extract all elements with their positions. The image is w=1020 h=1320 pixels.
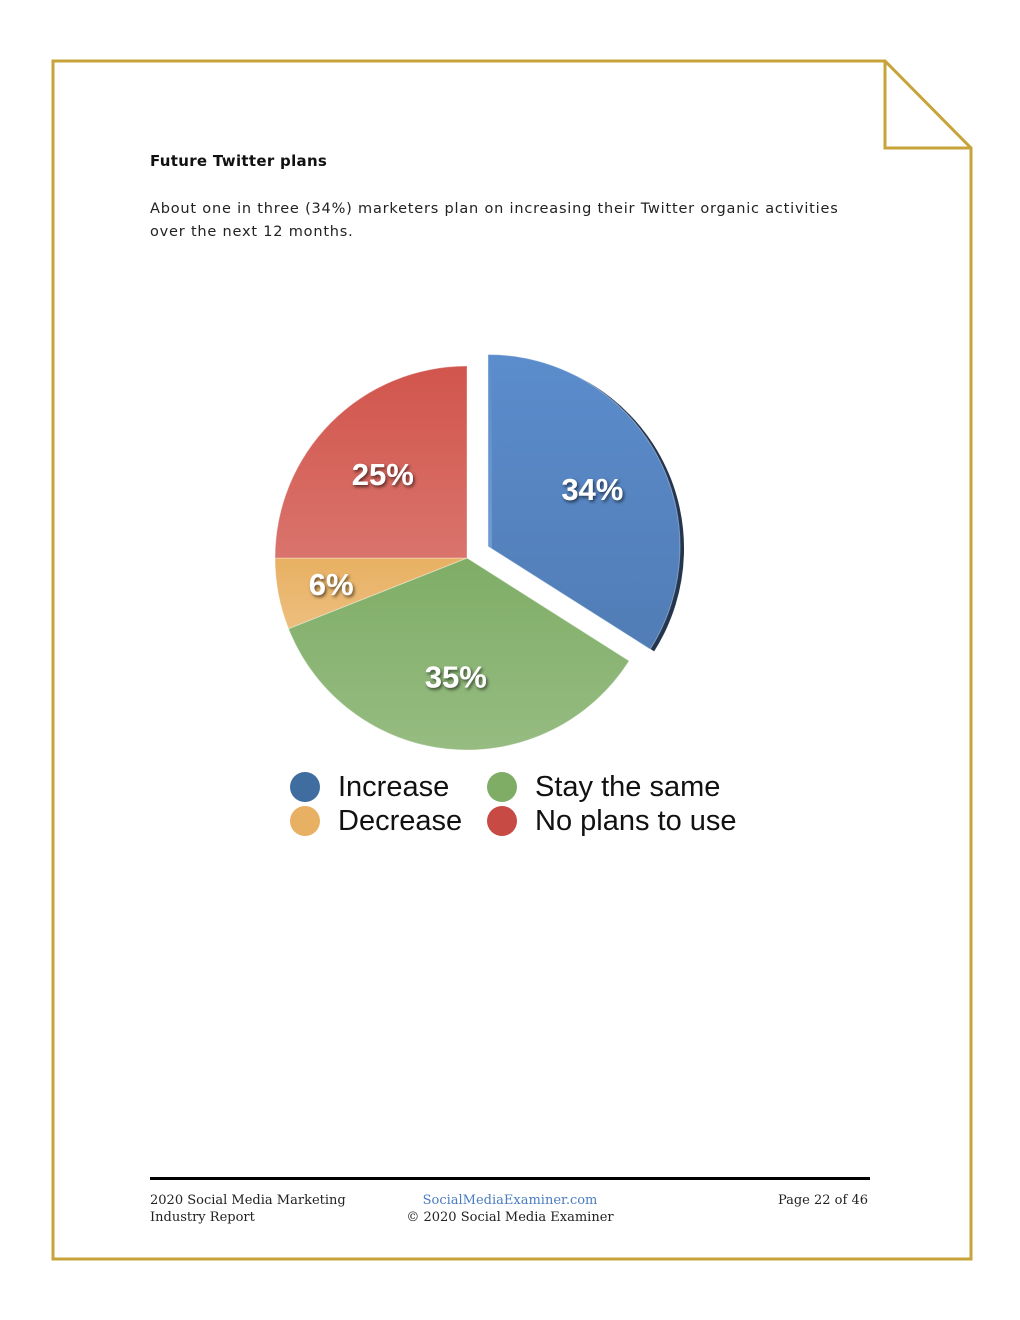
legend-item-increase	[290, 770, 449, 804]
footer-copyright: © 2020 Social Media Examiner	[406, 1210, 614, 1225]
legend-swatch	[487, 772, 517, 802]
pie-chart	[272, 308, 752, 848]
footer-report-line1: 2020 Social Media Marketing	[150, 1193, 346, 1208]
slice-label-increase: 34%	[561, 472, 624, 508]
slice-label-no-plans-to-use: 25%	[351, 456, 414, 492]
slice-label-stay-the-same: 35%	[424, 659, 487, 695]
section-heading: Future Twitter plans	[150, 152, 328, 170]
legend-item-stay-the-same	[487, 770, 720, 804]
footer-center	[380, 1192, 640, 1226]
body-paragraph: About one in three (34%) marketers plan on increasing their Twitter organic activities over the next 12 months.	[150, 201, 839, 240]
footer-page-number: Page 22 of 46	[777, 1193, 868, 1208]
pie-chart-svg	[272, 308, 752, 768]
legend-label: Decrease	[338, 804, 463, 837]
legend-label: Increase	[338, 770, 450, 803]
footer-report-line2: Industry Report	[150, 1210, 255, 1225]
legend-swatch	[487, 806, 517, 836]
legend-swatch	[290, 772, 320, 802]
footer-rule	[150, 1177, 870, 1180]
footer-report-title	[150, 1192, 346, 1226]
slice-label-decrease: 6%	[308, 566, 354, 602]
legend-item-decrease	[290, 804, 462, 838]
legend-item-no-plans-to-use	[487, 804, 737, 838]
legend-label: No plans to use	[535, 804, 737, 837]
legend-swatch	[290, 806, 320, 836]
footer-website-link[interactable]: SocialMediaExaminer.com	[422, 1193, 598, 1208]
legend-label: Stay the same	[535, 770, 721, 803]
